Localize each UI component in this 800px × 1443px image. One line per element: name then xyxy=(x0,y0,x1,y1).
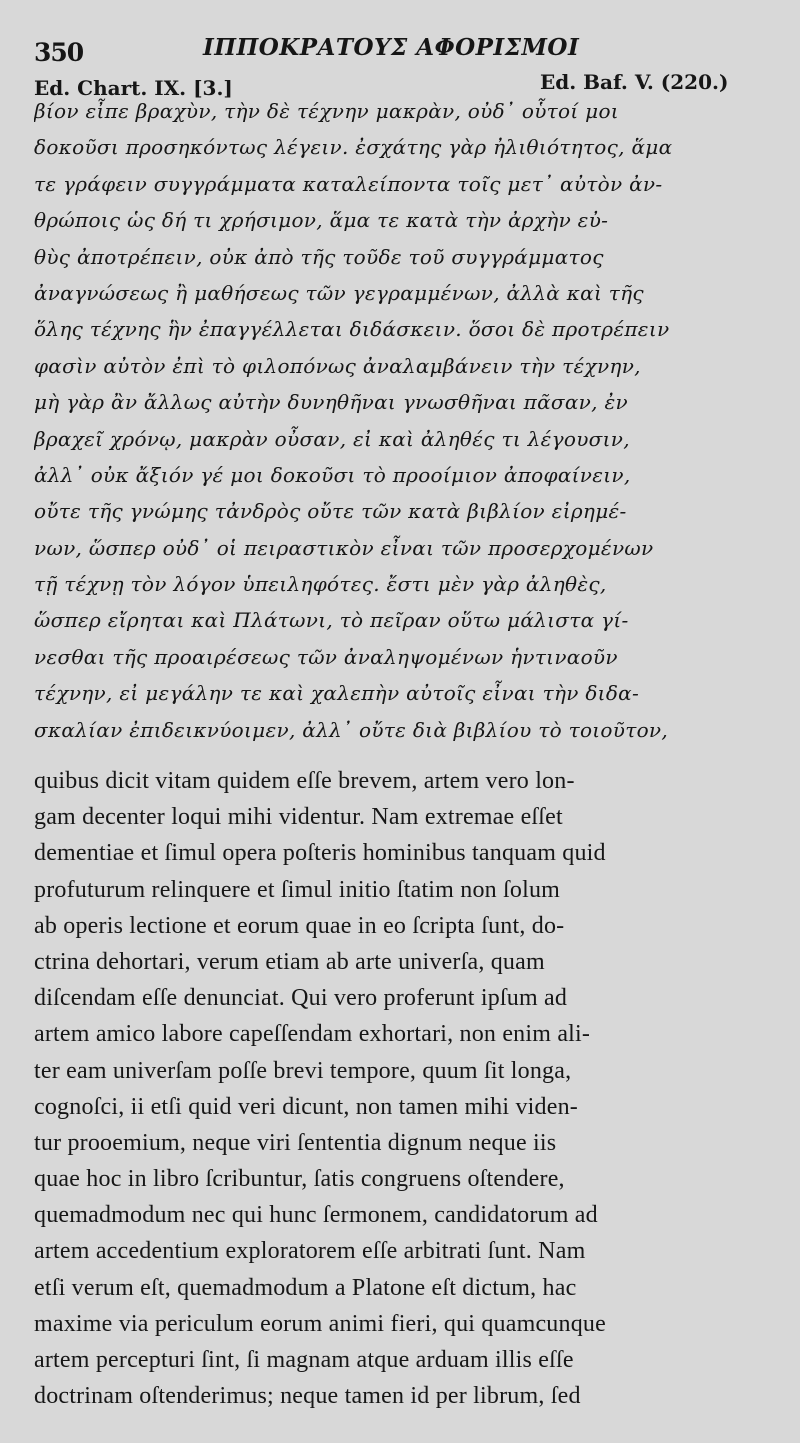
latin-text-line: artem percepturi ſint, ſi magnam atque arduam illis eſſe xyxy=(34,1347,574,1373)
latin-text-line: ter eam univerſam poſſe brevi tempore, quum ſit longa, xyxy=(34,1057,572,1084)
edition-reference-left: Ed. Chart. IX. [3.] xyxy=(34,76,233,100)
greek-text-line: νεσθαι τῆς προαιρέσεως τῶν ἀναληψομένων ἡντιναοῦν xyxy=(34,644,618,669)
running-title: ΙΠΠΟΚΡΑΤΟΥΣ ΑΦΟΡΙΣΜΟΙ xyxy=(203,34,580,61)
edition-reference-right: Ed. Baf. V. (220.) xyxy=(540,70,729,94)
greek-text-line: βραχεῖ χρόνῳ, μακρὰν οὖσαν, εἰ καὶ ἀληθές τι λέγουσιν, xyxy=(34,426,630,451)
greek-text-block xyxy=(34,93,768,748)
greek-text-line: τε γράφειν συγγράμματα καταλείποντα τοῖς μετ᾽ αὐτὸν ἀν- xyxy=(34,171,663,196)
greek-text-line: ἀναγνώσεως ἢ μαθήσεως τῶν γεγραμμένων, ἀλλὰ καὶ τῆς xyxy=(34,280,644,305)
greek-text-line: ὅλης τέχνης ἣν ἐπαγγέλλεται διδάσκειν. ὅσοι δὲ προτρέπειν xyxy=(34,317,670,342)
greek-text-line: ὥσπερ εἴρηται καὶ Πλάτωνι, τὸ πεῖραν οὕτω μάλιστα γί- xyxy=(34,608,629,633)
latin-text-line: artem accedentium exploratorem eſſe arbitrati ſunt. Nam xyxy=(34,1238,586,1265)
latin-text-line: profuturum relinquere et ſimul initio ſtatim non ſolum xyxy=(34,876,561,903)
greek-text-line: οὔτε τῆς γνώμης τἀνδρὸς οὔτε τῶν κατὰ βιβλίον εἰρημέ- xyxy=(34,499,627,524)
latin-text-line: tur prooemium, neque viri ſententia dignum neque iis xyxy=(34,1129,557,1156)
latin-text-line: gam decenter loqui mihi videntur. Nam extremae eſſet xyxy=(34,804,563,831)
greek-text-line: ἀλλ᾽ οὐκ ἄξιόν γέ μοι δοκοῦσι τὸ προοίμιον ἀποφαίνειν, xyxy=(34,462,631,487)
greek-text-line: θρώποις ὡς δή τι χρήσιμον, ἅμα τε κατὰ τὴν ἀρχὴν εὐ- xyxy=(34,208,609,233)
greek-text-line: νων, ὥσπερ οὐδ᾽ οἱ πειραστικὸν εἶναι τῶν προσερχομένων xyxy=(34,535,654,560)
greek-text-line: θὺς ἀποτρέπειν, οὐκ ἀπὸ τῆς τοῦδε τοῦ συγγράμματος xyxy=(34,244,604,269)
greek-text-line: τέχνην, εἰ μεγάλην τε καὶ χαλεπὴν αὐτοῖς εἶναι τὴν διδα- xyxy=(34,681,640,706)
greek-text-line: φασὶν αὐτὸν ἐπὶ τὸ φιλοπόνως ἀναλαμβάνειν τὴν τέχνην, xyxy=(34,353,641,378)
latin-text-line: artem amico labore capeſſendam exhortari, non enim ali- xyxy=(34,1021,591,1048)
latin-text-line: maxime via periculum eorum animi fieri, qui quamcunque xyxy=(34,1310,606,1337)
latin-text-line: quibus dicit vitam quidem eſſe brevem, artem vero lon- xyxy=(34,768,575,794)
greek-text-line: τῇ τέχνῃ τὸν λόγον ὑπειληφότες. ἔστι μὲν γὰρ ἀληθὲς, xyxy=(34,572,607,597)
latin-text-line: ab operis lectione et eorum quae in eo ſcripta ſunt, do- xyxy=(34,912,565,939)
latin-text-line: cognoſci, ii etſi quid veri dicunt, non tamen mihi viden- xyxy=(34,1093,578,1120)
latin-text-line: etſi verum eſt, quemadmodum a Platone eſt dictum, hac xyxy=(34,1274,577,1301)
greek-text-line: σκαλίαν ἐπιδεικνύοιμεν, ἀλλ᾽ οὔτε διὰ βιβλίου τὸ τοιοῦτον, xyxy=(34,717,669,742)
latin-text-line: quae hoc in libro ſcribuntur, ſatis congruens oſtendere, xyxy=(34,1166,565,1193)
latin-text-line: diſcendam eſſe denunciat. Qui vero proferunt ipſum ad xyxy=(34,985,568,1012)
latin-text-line: dementiae et ſimul opera poſteris hominibus tanquam quid xyxy=(34,840,606,867)
greek-text-line: βίον εἶπε βραχὺν, τὴν δὲ τέχνην μακρὰν, οὐδ᾽ οὗτοί μοι xyxy=(34,99,619,123)
latin-text-line: quemadmodum nec qui hunc ſermonem, candidatorum ad xyxy=(34,1202,598,1229)
greek-text-line: μὴ γὰρ ἂν ἄλλως αὐτὴν δυνηθῆναι γνωσθῆναι πᾶσαν, ἐν xyxy=(34,390,628,415)
latin-text-line: doctrinam oſtenderimus; neque tamen id per librum, ſed xyxy=(34,1383,581,1410)
latin-text-line: ctrina dehortari, verum etiam ab arte univerſa, quam xyxy=(34,948,545,975)
page-number: 350 xyxy=(34,38,84,67)
greek-text-line: δοκοῦσι προσηκόντως λέγειν. ἐσχάτης γὰρ ἠλιθιότητος, ἅμα xyxy=(34,135,673,160)
latin-text-block xyxy=(34,763,768,1414)
